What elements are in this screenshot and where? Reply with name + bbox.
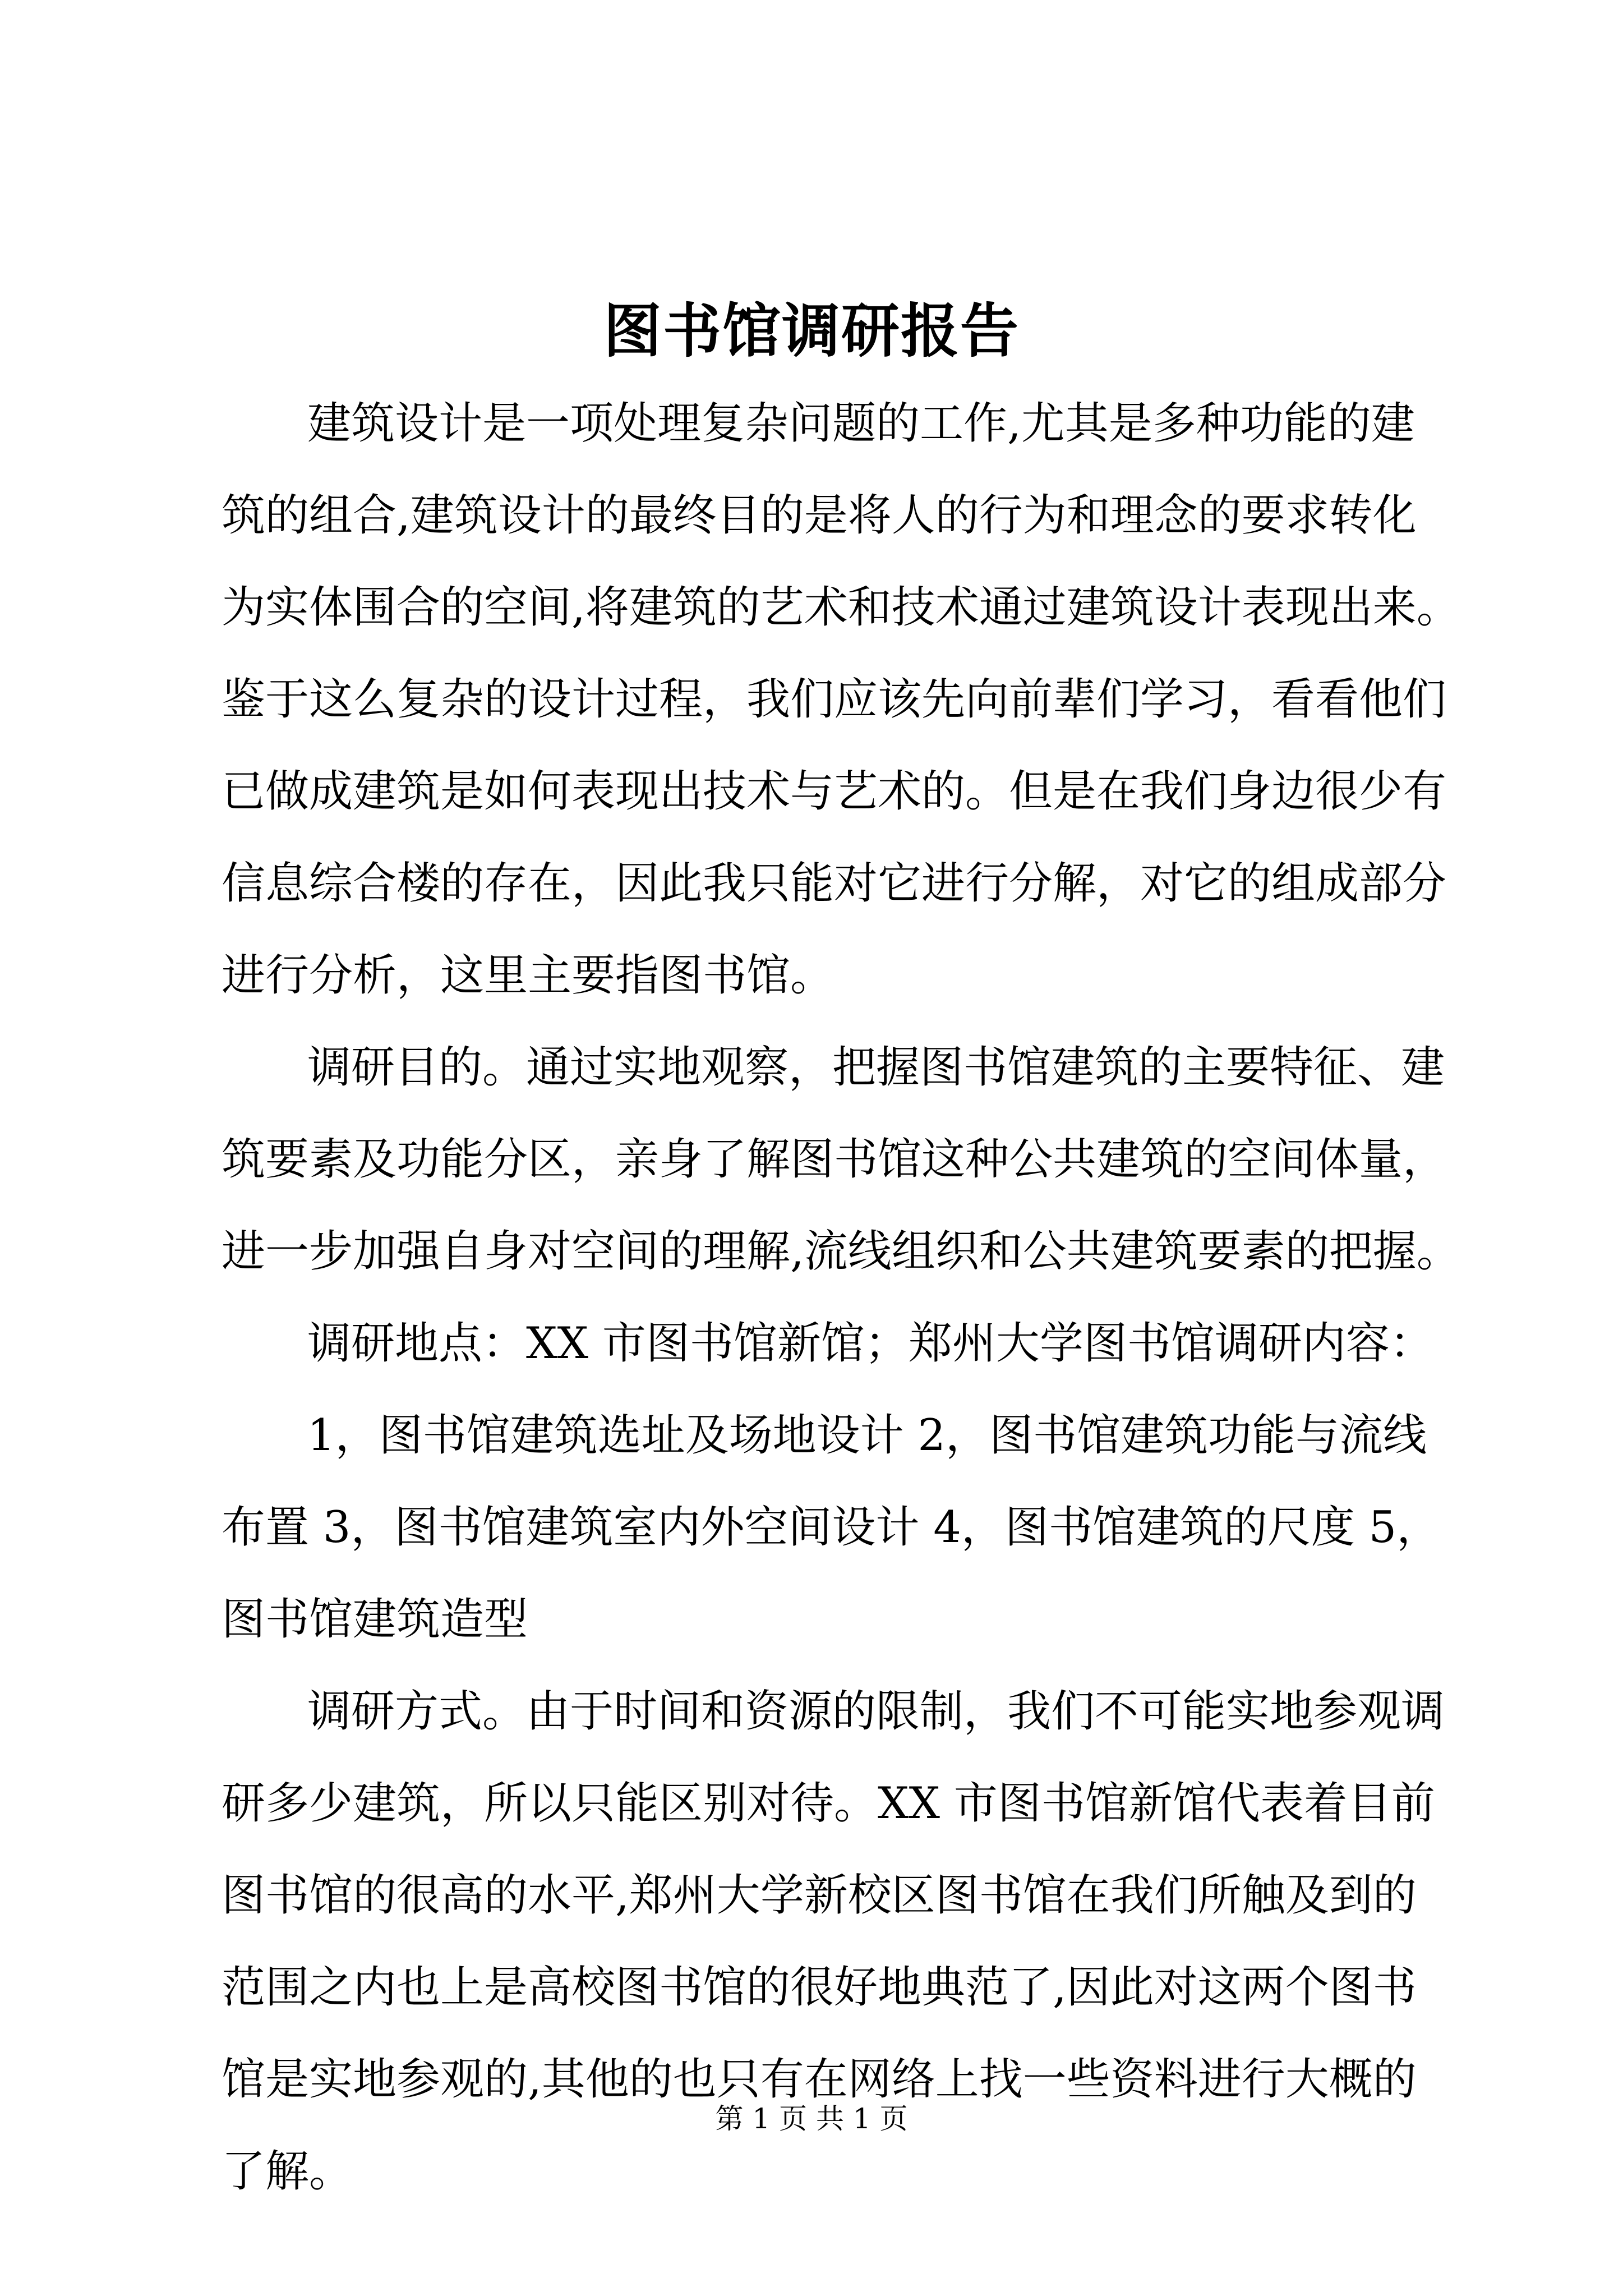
paragraph-5-line-6: 了解。 bbox=[222, 2146, 353, 2197]
paragraph-1-line-5: 已做成建筑是如何表现出技术与艺术的。但是在我们身边很少有 bbox=[222, 766, 1447, 817]
paragraph-1-line-2: 筑的组合,建筑设计的最终目的是将人的行为和理念的要求转化 bbox=[222, 490, 1417, 541]
paragraph-2-line-2: 筑要素及功能分区，亲身了解图书馆这种公共建筑的空间体量， bbox=[222, 1134, 1447, 1185]
paragraph-2-line-3: 进一步加强自身对空间的理解,流线组织和公共建筑要素的把握。 bbox=[222, 1226, 1460, 1277]
paragraph-5-line-4: 范围之内也上是高校图书馆的很好地典范了,因此对这两个图书 bbox=[222, 1962, 1417, 2013]
paragraph-5-line-5: 馆是实地参观的,其他的也只有在网络上找一些资料进行大概的 bbox=[222, 2054, 1417, 2105]
paragraph-1-line-4: 鉴于这么复杂的设计过程，我们应该先向前辈们学习，看看他们 bbox=[222, 674, 1447, 725]
paragraph-5-line-1: 调研方式。由于时间和资源的限制，我们不可能实地参观调 bbox=[307, 1686, 1445, 1737]
page-number-footer: 第 1 页 共 1 页 bbox=[715, 2102, 908, 2135]
paragraph-4-line-3: 图书馆建筑造型 bbox=[222, 1594, 528, 1645]
paragraph-5-line-3: 图书馆的很高的水平,郑州大学新校区图书馆在我们所触及到的 bbox=[222, 1870, 1417, 1921]
paragraph-1-line-1: 建筑设计是一项处理复杂问题的工作,尤其是多种功能的建 bbox=[307, 398, 1415, 449]
document-title: 图书馆调研报告 bbox=[603, 296, 1020, 365]
paragraph-4-line-1: 1，图书馆建筑选址及场地设计 2，图书馆建筑功能与流线 bbox=[307, 1410, 1427, 1461]
paragraph-2-line-1: 调研目的。通过实地观察，把握图书馆建筑的主要特征、建 bbox=[307, 1042, 1445, 1093]
paragraph-3-line-1: 调研地点：XX 市图书馆新馆；郑州大学图书馆调研内容： bbox=[307, 1318, 1433, 1369]
paragraph-4-line-2: 布置 3，图书馆建筑室内外空间设计 4，图书馆建筑的尺度 5， bbox=[222, 1502, 1441, 1553]
paragraph-1-line-7: 进行分析，这里主要指图书馆。 bbox=[222, 950, 834, 1001]
paragraph-5-line-2: 研多少建筑，所以只能区别对待。XX 市图书馆新馆代表着目前 bbox=[222, 1778, 1435, 1829]
paragraph-1-line-6: 信息综合楼的存在，因此我只能对它进行分解，对它的组成部分 bbox=[222, 858, 1447, 909]
paragraph-1-line-3: 为实体围合的空间,将建筑的艺术和技术通过建筑设计表现出来。 bbox=[222, 582, 1460, 633]
